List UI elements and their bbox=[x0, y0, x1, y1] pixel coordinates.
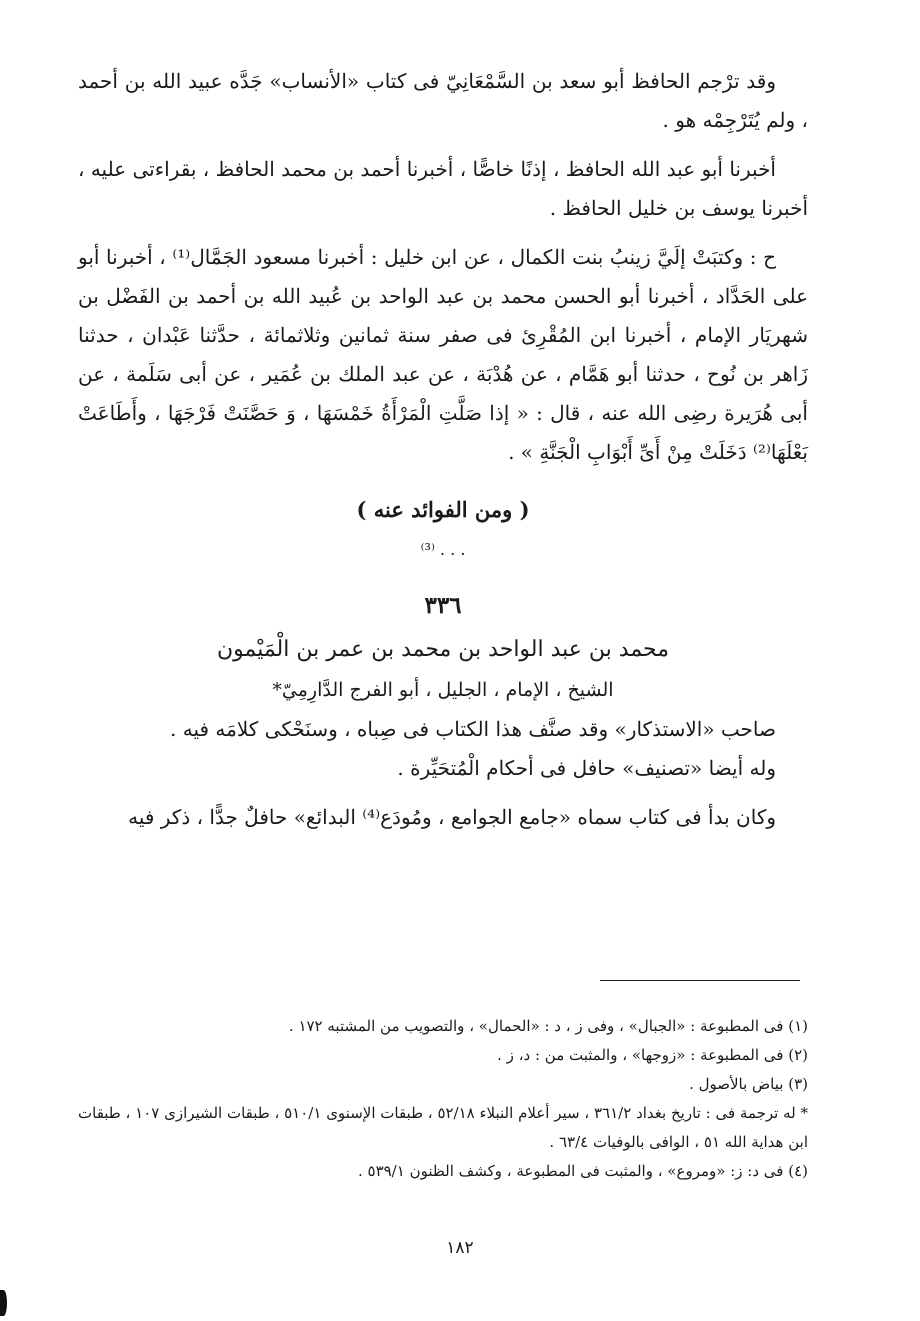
entry-name: محمد بن عبد الواحد بن محمد بن عمر بن الْمَيْمون bbox=[216, 637, 670, 662]
footnote-4: (٤) فى د: ز: «ومروع» ، والمثبت فى المطبوعة ، وكشف الظنون ٥٣٩/١ . bbox=[357, 1162, 808, 1180]
footnote-2: (٢) فى المطبوعة : «زوجها» ، والمثبت من : د، ز . bbox=[497, 1046, 808, 1064]
scan-edge-mark bbox=[0, 1290, 7, 1316]
footnote-divider bbox=[600, 980, 800, 981]
paragraph-ansab: وقد ترْجم الحافظ أبو سعد بن السَّمْعَانِيّ فى كتاب «الأنساب» جَدَّه عبيد الله بن أحمد ، ولم يُتَرْجِمْه هو . bbox=[78, 69, 808, 132]
footnote-biography: * له ترجمة فى : تاريخ بغداد ٣٦١/٢ ، سير أعلام النبلاء ٥٢/١٨ ، طبقات الإسنوى ٥١٠/١ ، طبقات الشيرازى ١٠٧ ، طبقات ابن هداية الله ٥١ ، الوافى بالوفيات ٦٣/٤ . bbox=[78, 1104, 809, 1151]
paragraph-hadith: ح : وكتبَتْ إلَيَّ زينبُ بنت الكمال ، عن ابن خليل : أخبرنا مسعود الجَمَّال⁽¹⁾ ، أخبرنا أبو على الحَدَّاد ، أخبرنا أبو الحسن محمد بن عبد الواحد بن عُبيد الله بن أحمد بن الفَضْل بن شهريَار الإمام ، أخبرنا ابن المُقْرِئ فى صفر سنة ثمانين وثلاثمائة ، حدَّثنا عَبْدان ، حدثنا زَاهر بن نُوح ، حدثنا أبو هَمَّام ، عن هُدْبَة ، عن عبد الملك بن عُمَير ، عن أبى سَلَمة ، عن أبى هُرَيرة رضِى الله عنه ، قال : « إذا صَلَّتِ الْمَرْأَةُ خَمْسَهَا ، وَ حَصَّنَتْ فَرْجَهَا ، وأَطَاعَتْ بَعْلَهَا⁽²⁾ دَخَلَتْ مِنْ أَىِّ أَبْوَابِ الْجَنَّةِ » . bbox=[78, 245, 808, 464]
main-text bbox=[78, 62, 808, 837]
page-number: ١٨٢ bbox=[446, 1238, 474, 1258]
footnote-3: (٣) بياض بالأصول . bbox=[689, 1075, 808, 1093]
entry-line-jami: وكان بدأ فى كتاب سماه «جامع الجوامع ، ومُودَع⁽⁴⁾ البدائع» حافلٌ جدًّا ، ذكر فيه bbox=[128, 805, 776, 829]
lacuna-dots: . . . ⁽³⁾ bbox=[420, 540, 466, 559]
fawaid-heading: ( ومن الفوائد عنه ) bbox=[356, 497, 530, 522]
entry-line-istidhkar: صاحب «الاستذكار» وقد صنَّف هذا الكتاب فى صِباه ، وسنَحْكى كلامَه فيه . bbox=[170, 717, 776, 741]
footnotes bbox=[78, 1012, 808, 1186]
entry-line-mutahayyira: وله أيضا «تصنيف» حافل فى أحكام الْمُتحَيِّرة . bbox=[397, 756, 776, 780]
entry-epithet: الشيخ ، الإمام ، الجليل ، أبو الفرج الدَّارِمِيّ* bbox=[272, 679, 614, 701]
paragraph-akhbarana: أخبرنا أبو عبد الله الحافظ ، إذنًا خاصًّا ، أخبرنا أحمد بن محمد الحافظ ، بقراءتى عليه ، أخبرنا يوسف بن خليل الحافظ . bbox=[78, 157, 808, 220]
entry-number: ٣٣٦ bbox=[424, 592, 462, 619]
footnote-1: (١) فى المطبوعة : «الجبال» ، وفى ز ، د : «الحمال» ، والتصويب من المشتبه ١٧٢ . bbox=[288, 1017, 808, 1035]
